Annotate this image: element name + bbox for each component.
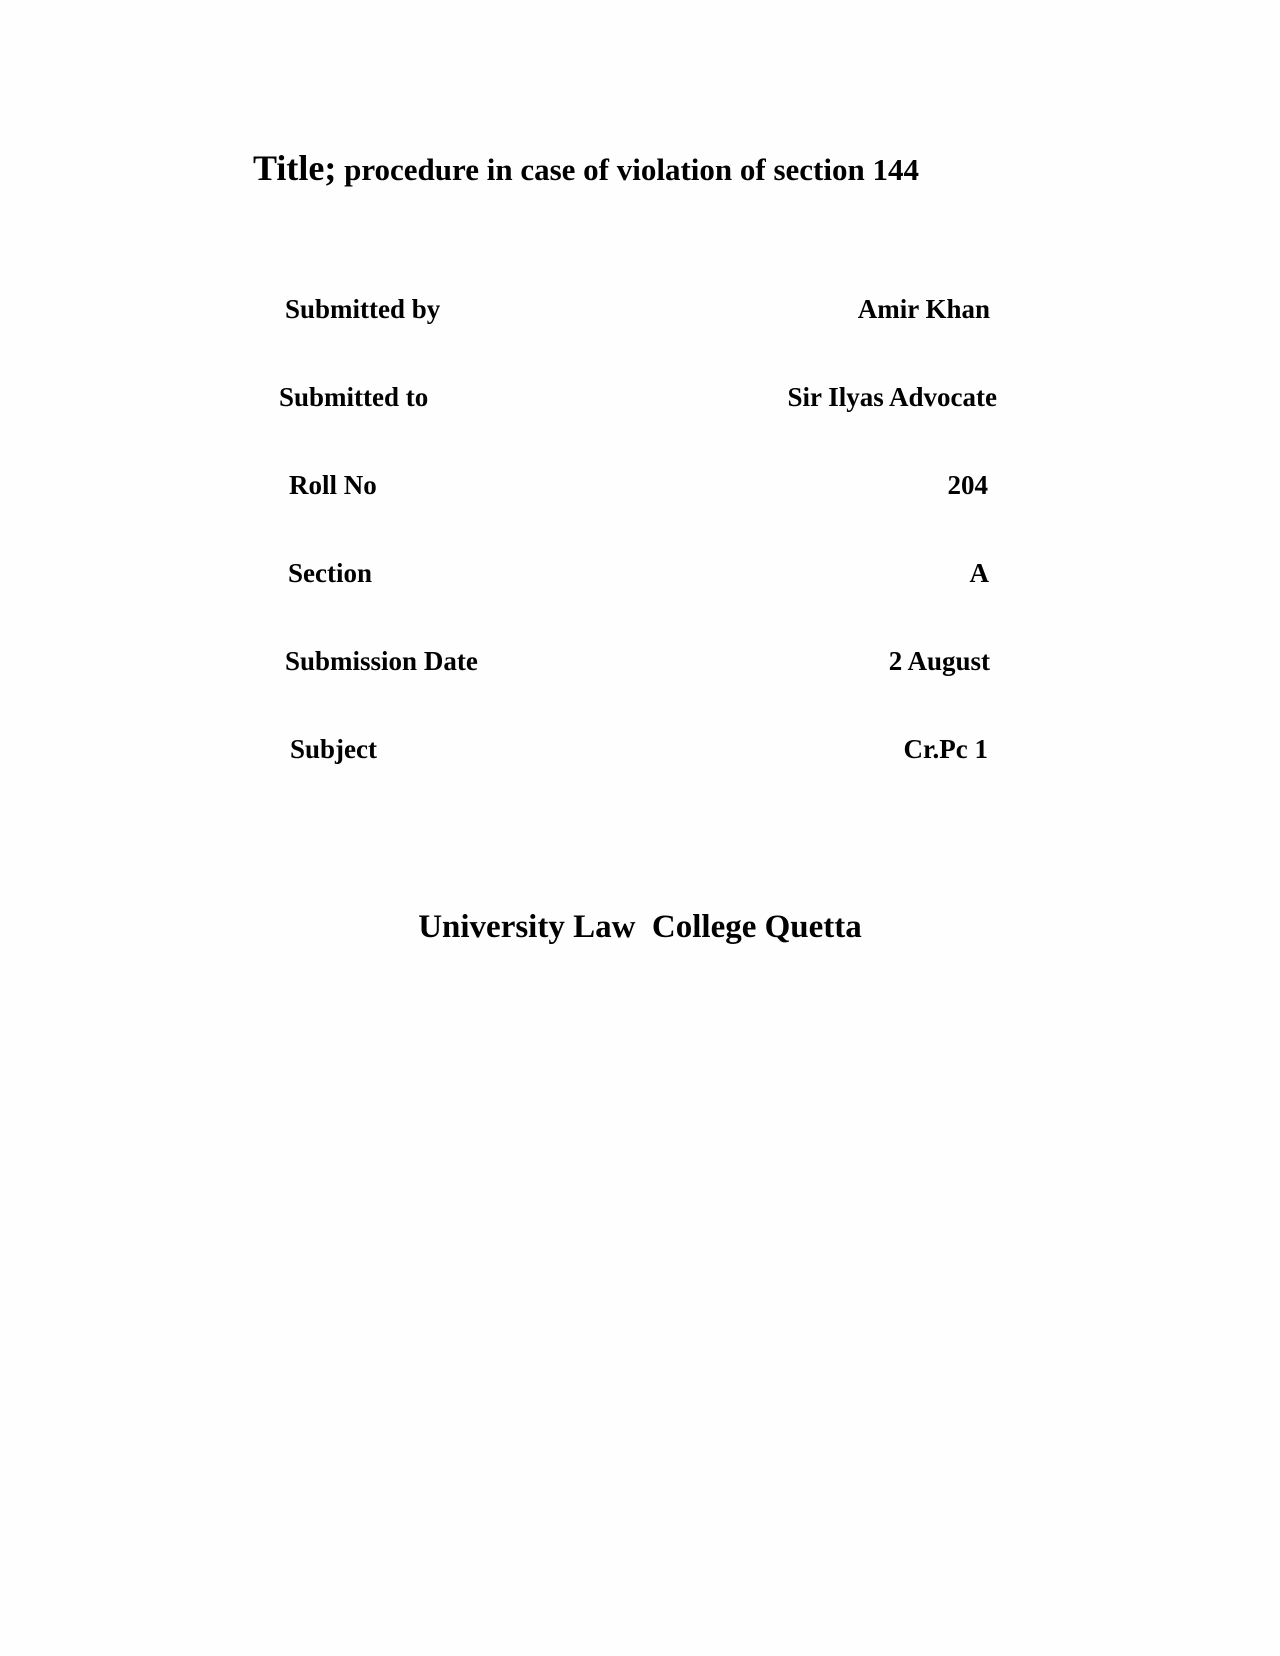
field-value-section: A <box>969 558 989 588</box>
title-prefix: Title; <box>253 148 337 188</box>
field-label-roll-no: Roll No <box>289 470 377 500</box>
field-value-subject: Cr.Pc 1 <box>903 734 988 764</box>
field-label-submitted-to: Submitted to <box>279 382 429 412</box>
field-label-subject: Subject <box>290 734 377 764</box>
field-label-section: Section <box>288 558 372 588</box>
field-value-submission-date: 2 August <box>888 646 990 676</box>
field-value-submitted-by: Amir Khan <box>857 294 990 324</box>
document-title <box>253 150 919 186</box>
field-label-submission-date: Submission Date <box>285 646 478 676</box>
field-value-roll-no: 204 <box>947 470 988 500</box>
field-label-submitted-by: Submitted by <box>285 294 441 324</box>
institution-name <box>0 911 1280 944</box>
title-text: procedure in case of violation of section 144 <box>336 152 919 187</box>
institution-name-text: University Law College Quetta <box>418 909 862 945</box>
field-value-submitted-to: Sir Ilyas Advocate <box>787 382 997 412</box>
